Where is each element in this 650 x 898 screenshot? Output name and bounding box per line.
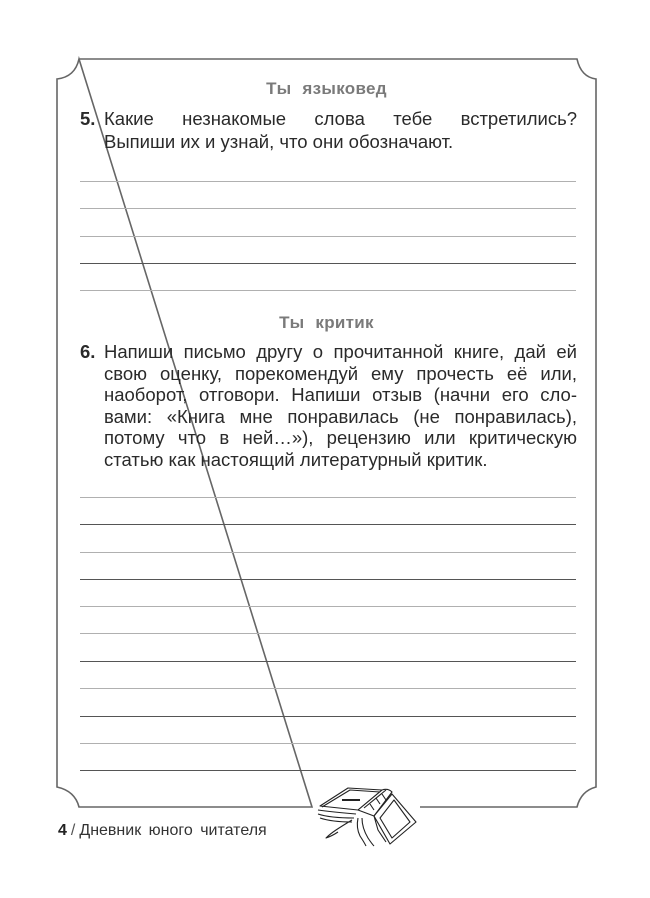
answer-line[interactable] (80, 688, 576, 689)
answer-line[interactable] (80, 236, 576, 237)
task-number: 6. (80, 341, 96, 362)
task-6 (80, 341, 577, 471)
answer-line[interactable] (80, 290, 576, 291)
task-text-line: Выпиши их и узнай, что они обозначают. (104, 131, 454, 152)
answer-line[interactable] (80, 497, 576, 498)
task-text-line: статью как настоящий литературный критик. (104, 448, 488, 470)
open-book-icon (312, 780, 420, 848)
footer-separator: / (70, 822, 76, 839)
answer-line[interactable] (80, 716, 576, 717)
answer-line[interactable] (80, 661, 576, 662)
task-text-line: Напиши письмо другу о прочитанной книге, дай ей (104, 341, 577, 362)
page-footer (58, 822, 267, 840)
task-text-line: свою оценку, порекомендуй ему прочесть её или, (104, 362, 577, 384)
book-title: Дневник юного читателя (79, 822, 267, 839)
answer-line[interactable] (80, 579, 576, 580)
answer-line[interactable] (80, 208, 576, 209)
section-heading-critic: Ты критик (279, 313, 374, 332)
task-text-line: вами: «Книга мне понравилась (не понравилась), (104, 405, 577, 427)
answer-line[interactable] (80, 552, 576, 553)
task-text-line: наоборот, отговори. Напиши отзыв (начни его сло- (104, 384, 577, 406)
answer-line[interactable] (80, 524, 576, 525)
answer-line[interactable] (80, 181, 576, 182)
answer-line[interactable] (80, 743, 576, 744)
answer-line[interactable] (80, 770, 576, 771)
page-number: 4 (58, 822, 67, 839)
answer-line[interactable] (80, 633, 576, 634)
task-text (104, 107, 577, 153)
task-number: 5. (80, 108, 96, 129)
answer-line[interactable] (80, 263, 576, 264)
task-text-line: потому что в ней…»), рецензию или критическую (104, 427, 577, 449)
task-text-line: Какие незнакомые слова тебе встретились? (104, 108, 577, 129)
task-5 (80, 107, 577, 153)
task-text (104, 341, 577, 471)
section-heading-linguist: Ты языковед (266, 79, 387, 98)
answer-line[interactable] (80, 606, 576, 607)
